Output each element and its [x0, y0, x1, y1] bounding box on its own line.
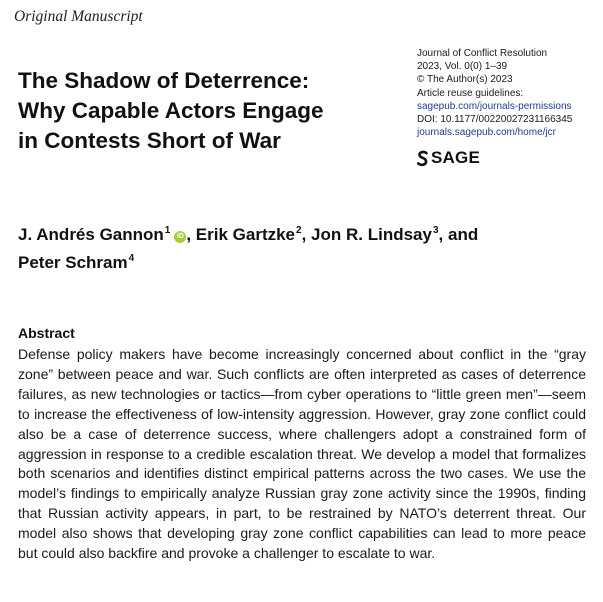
journal-volume: 2023, Vol. 0(0) 1–39	[417, 61, 508, 73]
author-name: Erik Gartzke	[195, 225, 296, 244]
title-line-3: in Contests Short of War	[18, 128, 281, 153]
sage-logo-icon	[416, 150, 429, 167]
orcid-icon[interactable]: iD	[174, 231, 186, 243]
publisher-logo	[416, 148, 480, 168]
author-list: J. Andrés Gannon$^1$iD , Erik Gartzke$^2$, Jon R. Lindsay$^3$, and Peter Schram$^4$	[18, 225, 479, 272]
title-line-2: Why Capable Actors Engage	[18, 98, 324, 123]
abstract-heading: Abstract	[18, 325, 75, 341]
article-type-label: Original Manuscript	[14, 8, 143, 25]
article-title	[18, 66, 408, 156]
title-line-1: The Shadow of Deterrence:	[18, 68, 310, 93]
affiliation-marker: 3	[432, 225, 439, 236]
journal-metadata	[417, 47, 603, 139]
permissions-link[interactable]: sagepub.com/journals-permissions	[417, 100, 572, 112]
reuse-label: Article reuse guidelines:	[417, 87, 524, 99]
doi[interactable]: DOI: 10.1177/00220027231166345	[417, 114, 573, 126]
publisher-name: SAGE	[431, 148, 480, 167]
affiliation-marker: 4	[128, 253, 135, 264]
author-name: J. Andrés Gannon	[18, 225, 164, 244]
affiliation-marker: 1	[164, 225, 171, 236]
author-name: Jon R. Lindsay	[311, 225, 432, 244]
copyright-notice: © The Author(s) 2023	[417, 74, 513, 86]
journal-name: Journal of Conflict Resolution	[417, 48, 548, 59]
author-name: Peter Schram	[18, 253, 128, 272]
journal-home-link[interactable]: journals.sagepub.com/home/jcr	[417, 127, 556, 139]
author-conjunction: and	[447, 225, 479, 244]
abstract-text: Defense policy makers have become increasingly concerned about conflict in the “gray zone” between peace and war. Such conflicts are often interpreted as cases of deterrence failures, as new technologies or tactics—from cyber operations to “little green men”—seem to increase the effectiveness of low-intensity aggression. However, gray zone conflict could also be a case of deterrence success, where challengers adopt a constrained form of aggression in response to a credible escalation threat. We develop a model that formalizes both scenarios and identifies distinct empirical patterns across the two cases. We use the model’s findings to empirically analyze Russian gray zone activity since the 1990s, finding that Russian activity appears, in part, to be restrained by NATO’s deterrent threat. Our model also shows that developing gray zone conflict capabilities can lead to more peace but could also backfire and provoke a challenger to escalate to war.	[18, 346, 586, 562]
affiliation-marker: 2	[296, 225, 302, 236]
